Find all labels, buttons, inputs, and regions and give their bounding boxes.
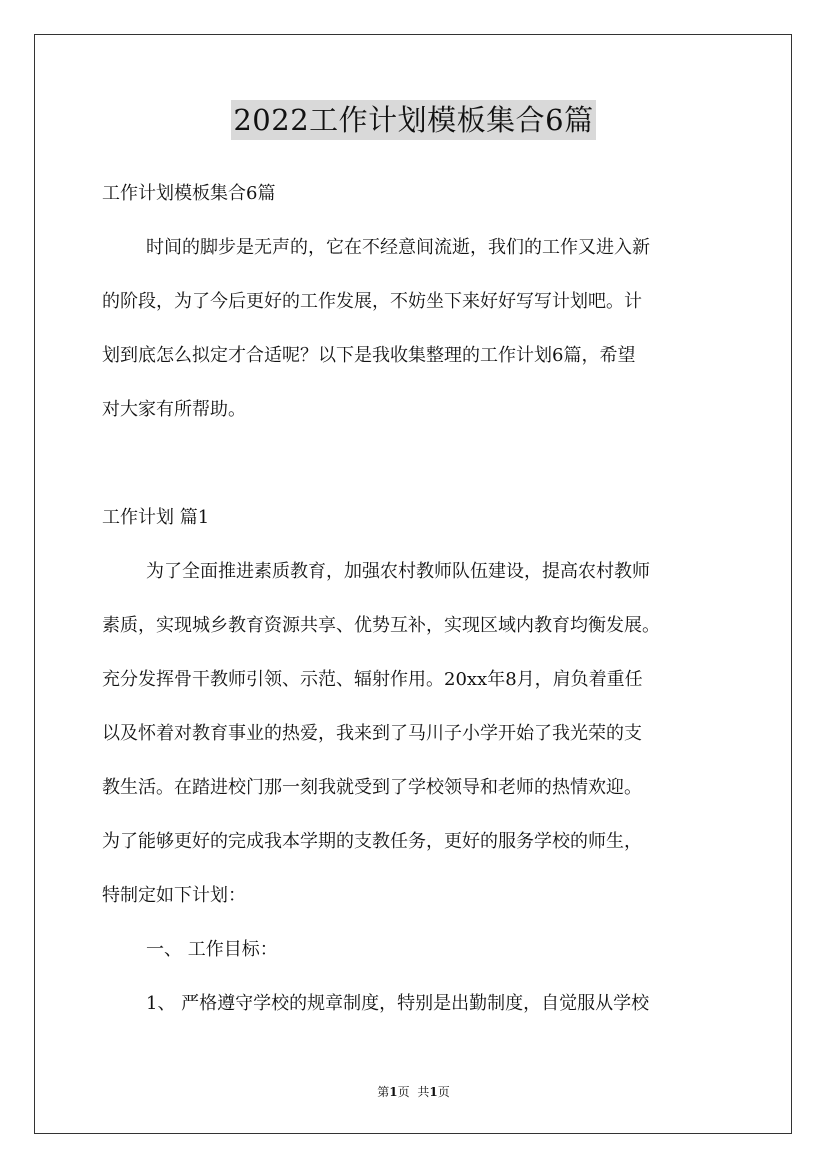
intro-line-1: 时间的脚步是无声的，它在不经意间流逝，我们的工作又进入新 (146, 237, 650, 258)
footer-page-number: 1 (389, 1085, 398, 1099)
section-line-1: 为了全面推进素质教育，加强农村教师队伍建设，提高农村教师 (146, 561, 650, 582)
subtitle: 工作计划模板集合6篇 (102, 183, 276, 204)
title-container (0, 100, 827, 140)
footer-total-number: 1 (429, 1085, 438, 1099)
intro-line-2: 的阶段，为了今后更好的工作发展，不妨坐下来好好写写计划吧。计 (102, 291, 642, 312)
document-title: 2022工作计划模板集合6篇 (231, 100, 595, 140)
intro-line-4: 对大家有所帮助。 (102, 399, 246, 420)
item-1: 1、 严格遵守学校的规章制度，特别是出勤制度，自觉服从学校 (146, 993, 650, 1014)
section-line-4: 以及怀着对教育事业的热爱，我来到了马川子小学开始了我光荣的支 (102, 723, 642, 744)
section-line-5: 教生活。在踏进校门那一刻我就受到了学校领导和老师的热情欢迎。 (102, 777, 642, 798)
page-footer (0, 1084, 827, 1100)
intro-line-3: 划到底怎么拟定才合适呢？以下是我收集整理的工作计划6篇，希望 (102, 345, 636, 366)
item-heading: 一、 工作目标： (146, 939, 278, 960)
footer-total-suffix: 页 (437, 1085, 450, 1099)
footer-prefix: 第 (377, 1085, 390, 1099)
footer-total-prefix: 共 (417, 1085, 430, 1099)
section-heading: 工作计划 篇1 (102, 507, 210, 528)
section-line-2: 素质，实现城乡教育资源共享、优势互补，实现区域内教育均衡发展。 (102, 615, 660, 636)
section-line-6: 为了能够更好的完成我本学期的支教任务，更好的服务学校的师生， (102, 831, 642, 852)
footer-page-suffix: 页 (397, 1085, 410, 1099)
section-line-7: 特制定如下计划： (102, 885, 246, 906)
section-line-3: 充分发挥骨干教师引领、示范、辐射作用。20xx年8月，肩负着重任 (102, 669, 643, 690)
